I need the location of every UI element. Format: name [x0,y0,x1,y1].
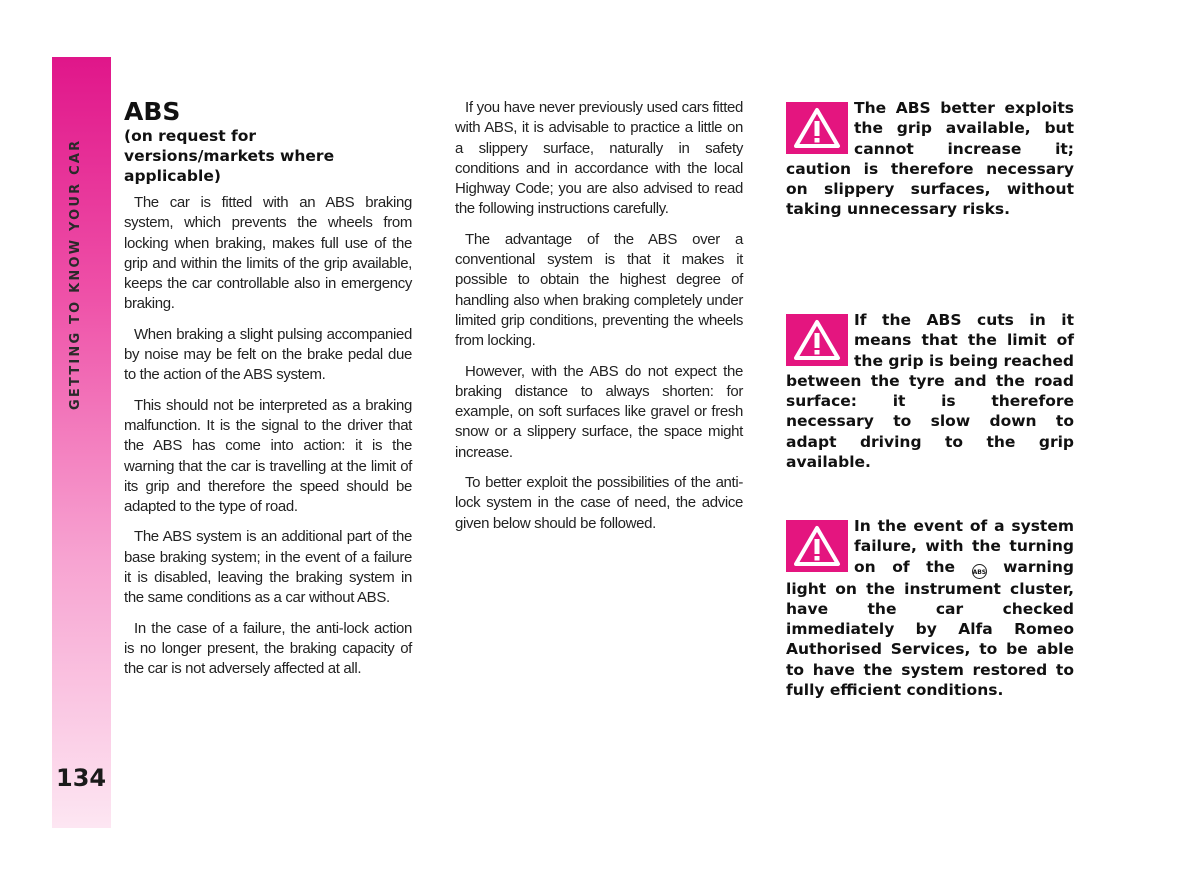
warning-triangle-icon [786,314,848,366]
column-1 [124,98,412,690]
chapter-label: GETTING TO KNOW YOUR CAR [68,138,83,410]
warning-box [786,98,1074,220]
paragraph: However, with the ABS do not expect the braking distance to always shorten: for example, on soft surfaces like gravel or fresh snow or a slippery surface, the space might increase. [455,362,743,461]
paragraph: The advantage of the ABS over a conventional system is that it makes it possible to obtain the highest degree of handling also when braking completely under limited grip conditions, preventing the wheels from locking. [455,230,743,350]
paragraph: The ABS system is an additional part of the base braking system; in the event of a failure it is disabled, leaving the braking system in the same conditions as a car without ABS. [124,528,412,607]
warning-text-end: warning light on the instrument cluster, have the car checked immediately by Alfa Romeo Authorised Services, to be able to have the system restored to fully efficient conditions. [786,557,1074,700]
warning-box [786,310,1074,472]
warning-text: The ABS better exploits the grip available, but cannot increase it; caution is therefore necessary on slippery surfaces, without taking unnecessary risks. [786,99,1074,219]
paragraph: This should not be interpreted as a braking malfunction. It is the signal to the driver that the ABS has come into action: it is the warning that the car is travelling at the limit of its grip and therefore the speed should be adapted to the type of road. [124,396,412,516]
warning-text: If the ABS cuts in it means that the limit of the grip is being reached between the tyre and the road surface: it is therefore necessary to slow down to adapt driving to the grip available. [786,311,1074,472]
paragraph: The car is fitted with an ABS braking system, which prevents the wheels from locking when braking, makes full use of the grip and within the limits of the grip available, keeps the car controllable also in emergency braking. [124,194,412,313]
section-subtitle: (on request for versions/markets where applicable) [124,127,335,185]
warning-triangle-icon [786,520,848,572]
abs-warning-light-icon: ABS [972,564,987,579]
paragraph: If you have never previously used cars fitted with ABS, it is advisable to practice a little on a slippery surface, naturally in safety conditions and in accordance with the local Highway Code; you are also advised to read the following instructions carefully. [455,99,743,218]
paragraph: When braking a slight pulsing accompanied by noise may be felt on the brake pedal due to the action of the ABS system. [124,325,412,384]
paragraph: In the case of a failure, the anti-lock action is no longer present, the braking capacity of the car is not adversely affected at all. [124,619,412,678]
column-2 [455,98,743,544]
warning-text-start: In the event of a system failure, with the turning on of the [854,517,1074,576]
section-title: ABS [124,97,181,126]
warning-box [786,516,1074,700]
paragraph: To better exploit the possibilities of the anti-lock system in the case of need, the advice given below should be followed. [455,474,743,532]
page-number: 134 [56,764,107,792]
warning-triangle-icon [786,102,848,154]
